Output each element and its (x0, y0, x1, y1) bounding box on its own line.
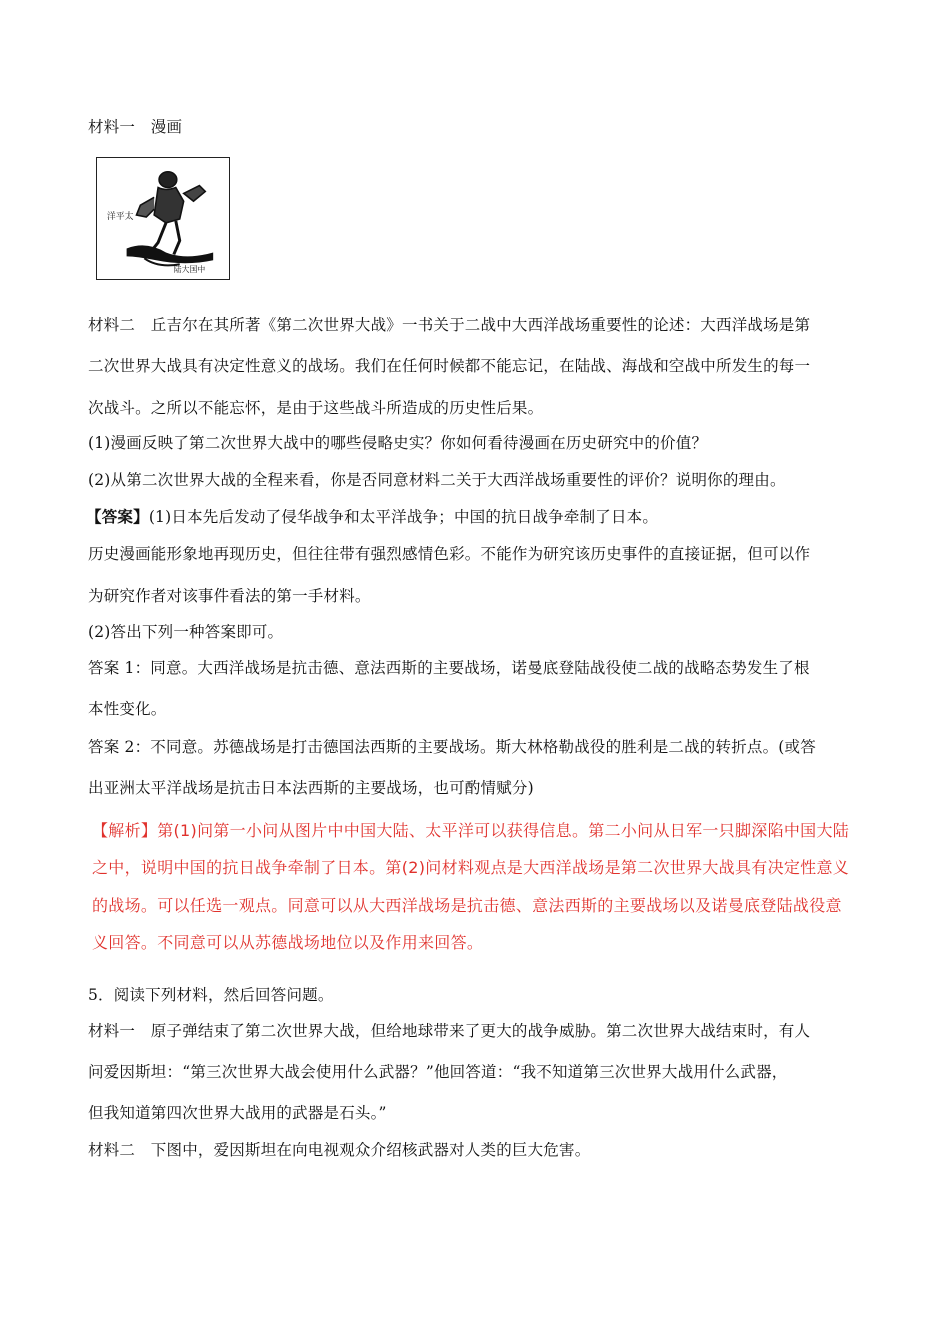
answer-tag: 【答案】 (86, 507, 149, 526)
answer-line-8: 出亚洲太平洋战场是抗击日本法西斯的主要战场，也可酌情赋分) (88, 779, 534, 797)
answer-line-4: (2)答出下列一种答案即可。 (88, 623, 284, 641)
cartoon-label-bottom: 陆大国中 (173, 265, 206, 275)
material1-heading: 材料一 漫画 (88, 118, 183, 136)
analysis-line-2: 之中，说明中国的抗日战争牵制了日本。第(2)问材料观点是大西洋战场是第二次世界大战具有决定性意义 (92, 858, 850, 877)
material2-line-2: 二次世界大战具有决定性意义的战场。我们在任何时候都不能忘记，在陆战、海战和空战中所发生的每一 (88, 357, 811, 375)
question-2: (2)从第二次世界大战的全程来看，你是否同意材料二关于大西洋战场重要性的评价？说明你的理由。 (88, 471, 786, 489)
answer-line-2: 历史漫画能形象地再现历史，但往往带有强烈感情色彩。不能作为研究该历史事件的直接证据，但可以作 (88, 545, 811, 563)
answer-line (86, 507, 866, 527)
analysis-line-4: 义回答。不同意可以从苏德战场地位以及作用来回答。 (92, 933, 484, 952)
answer-line-6: 本性变化。 (88, 700, 167, 718)
analysis-line-3: 的战场。可以任选一观点。同意可以从大西洋战场是抗击德、意法西斯的主要战场以及诺曼底登陆战役意 (92, 896, 842, 915)
answer-text: (1)日本先后发动了侵华战争和太平洋战争；中国的抗日战争牵制了日本。 (148, 508, 659, 526)
material2-line-1: 材料二 丘吉尔在其所著《第二次世界大战》一书关于二战中大西洋战场重要性的论述：大西洋战场是第 (88, 316, 811, 334)
analysis-line-1: 【解析】第(1)问第一小问从图片中中国大陆、太平洋可以获得信息。第二小问从日军一只脚深陷中国大陆 (92, 821, 850, 840)
cartoon-drawing (97, 158, 229, 279)
question5-material2: 材料二 下图中，爱因斯坦在向电视观众介绍核武器对人类的巨大危害。 (88, 1141, 591, 1159)
question5-material1-line-1: 材料一 原子弹结束了第二次世界大战，但给地球带来了更大的战争威胁。第二次世界大战结束时，有人 (88, 1022, 811, 1040)
question5-heading: 5．阅读下列材料，然后回答问题。 (88, 986, 334, 1004)
question-1: (1)漫画反映了第二次世界大战中的哪些侵略史实？你如何看待漫画在历史研究中的价值？ (88, 434, 708, 452)
question5-material1-line-3: 但我知道第四次世界大战用的武器是石头。” (88, 1104, 387, 1122)
material2-line-3: 次战斗。之所以不能忘怀，是由于这些战斗所造成的历史性后果。 (88, 399, 544, 417)
answer-line-7: 答案 2：不同意。苏德战场是打击德国法西斯的主要战场。斯大林格勒战役的胜利是二战的转折点。(或答 (88, 738, 816, 756)
cartoon-image (96, 157, 230, 280)
answer-line-3: 为研究作者对该事件看法的第一手材料。 (88, 587, 371, 605)
question5-material1-line-2: 问爱因斯坦：“第三次世界大战会使用什么武器？”他回答道：“我不知道第三次世界大战用什么武器， (88, 1063, 788, 1081)
answer-line-5: 答案 1：同意。大西洋战场是抗击德、意法西斯的主要战场，诺曼底登陆战役使二战的战略态势发生了根 (88, 659, 810, 677)
cartoon-label-left: 洋平太 (106, 211, 134, 222)
